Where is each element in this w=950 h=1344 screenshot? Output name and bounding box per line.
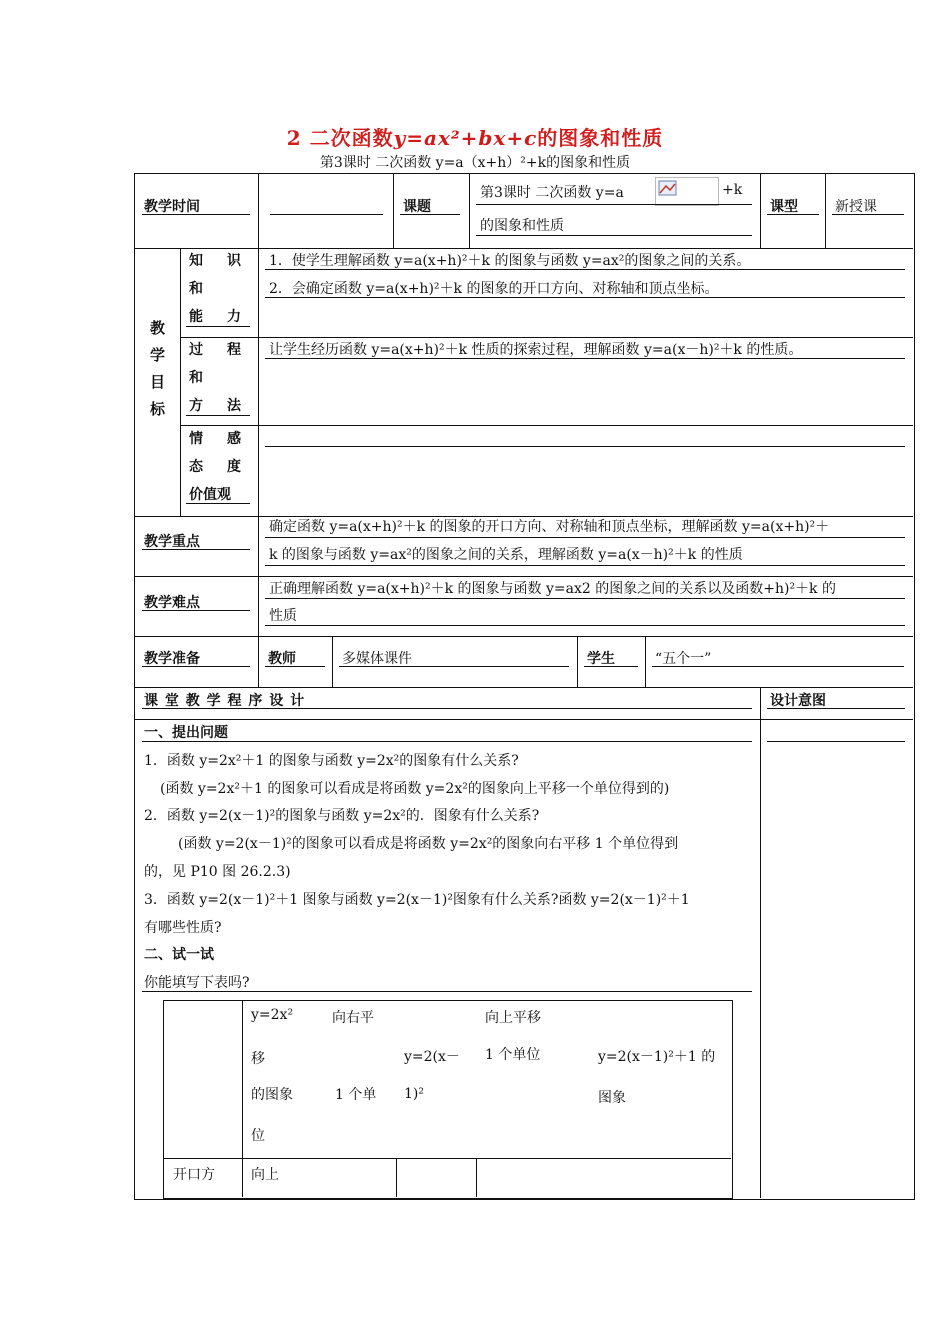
cell-final-func: y=2(x－1)²＋1 的 <box>598 1049 716 1065</box>
procedure-label: 课 堂 教 学 程 序 设 计 <box>144 693 306 709</box>
cell-base-func-c: 的图象 <box>251 1087 293 1103</box>
col-divider <box>393 173 394 248</box>
design-intent-blank <box>767 741 905 742</box>
process-text: 让学生经历函数 y=a(x+h)²＋k 性质的探索过程，理解函数 y=a(x－h)²＋k 的性质。 <box>269 342 803 358</box>
row-divider <box>180 337 913 338</box>
underline <box>400 214 460 215</box>
col-divider <box>242 1000 243 1197</box>
col-divider <box>577 636 578 687</box>
underline <box>142 991 752 992</box>
underline <box>186 415 250 416</box>
row-divider <box>134 687 913 688</box>
transform-table <box>163 1000 733 1199</box>
cell-shift-up: 向上平移 <box>485 1010 541 1026</box>
question-3-line1: 3．函数 y=2(x－1)²＋1 图象与函数 y=2(x－1)²图象有什么关系?函数 y=2(x－1)²＋1 <box>144 892 690 908</box>
student-label: 学生 <box>587 651 615 667</box>
cell-shift-right: 向右平 <box>332 1010 374 1026</box>
teaching-time-blank <box>270 214 383 215</box>
student-value: “五个一” <box>655 651 712 667</box>
col-divider <box>760 687 761 1198</box>
title-formula: y=ax²+bx+c <box>393 126 538 150</box>
underline <box>265 537 905 538</box>
underline <box>186 326 250 327</box>
knowledge-label-3: 能 力 <box>189 309 241 325</box>
col-divider <box>476 1158 477 1197</box>
cell-base-func-b: 移 <box>251 1051 265 1067</box>
col-divider <box>645 636 646 687</box>
col-divider <box>396 1158 397 1197</box>
difficulty-line1: 正确理解函数 y=a(x+h)²＋k 的图象与函数 y=ax2 的图象之间的关系以及函数+h)²＋k 的 <box>269 581 836 597</box>
emotion-blank <box>265 446 905 447</box>
section-2-heading: 二、试一试 <box>144 947 214 963</box>
underline <box>476 204 752 205</box>
underline <box>652 666 904 667</box>
key-points-label: 教学重点 <box>144 534 200 550</box>
prep-label: 教学准备 <box>144 651 200 667</box>
underline <box>265 297 905 298</box>
underline <box>265 625 905 626</box>
title-suffix: 的图象和性质 <box>537 126 664 150</box>
underline <box>832 214 904 215</box>
title-prefix: 2 二次函数 <box>286 126 394 150</box>
col-divider <box>258 516 259 636</box>
underline <box>265 565 905 566</box>
key-points-line2: k 的图象与函数 y=ax²的图象之间的关系，理解函数 y=a(x－h)²＋k 的性质 <box>269 547 743 563</box>
cell-mid-func: y=2(x－ <box>404 1049 460 1065</box>
cell-base-func: y=2x² <box>251 1007 294 1023</box>
col-divider <box>258 248 259 516</box>
row-divider <box>134 636 913 637</box>
answer-2-line1: (函数 y=2(x－1)²的图象可以看成是将函数 y=2x²的图象向右平移 1 个单位得到 <box>178 836 679 852</box>
underline <box>142 610 250 611</box>
try-prompt: 你能填写下表吗? <box>144 975 250 991</box>
underline <box>767 708 905 709</box>
cell-mid-func-b: 1)² <box>404 1086 424 1102</box>
topic-label: 课题 <box>403 199 431 215</box>
cell-final-func-b: 图象 <box>598 1090 626 1106</box>
underline <box>186 503 250 504</box>
formula-image-placeholder <box>655 177 719 206</box>
difficulty-label: 教学难点 <box>144 595 200 611</box>
row-opening-label: 开口方 <box>173 1167 215 1183</box>
underline <box>584 666 638 667</box>
underline <box>265 598 905 599</box>
col-divider <box>332 636 333 687</box>
col-divider <box>258 173 259 248</box>
underline <box>142 741 752 742</box>
broken-image-icon <box>658 180 678 196</box>
key-points-line1: 确定函数 y=a(x+h)²＋k 的图象的开口方向、对称轴和顶点坐标，理解函数 y=a(x+h)²＋ <box>269 519 830 535</box>
question-1: 1．函数 y=2x²＋1 的图象与函数 y=2x²的图象有什么关系? <box>144 753 519 769</box>
col-divider <box>469 173 470 248</box>
process-label-3: 方 法 <box>189 398 241 414</box>
design-intent-label: 设计意图 <box>770 693 826 709</box>
underline <box>265 358 905 359</box>
emotion-label-1: 情 感 <box>189 431 241 447</box>
document-title <box>0 122 950 151</box>
answer-2-line2: 的，见 P10 图 26.2.3) <box>144 864 291 880</box>
col-divider <box>760 173 761 248</box>
underline <box>142 708 752 709</box>
emotion-label-3: 价值观 <box>189 487 231 503</box>
topic-line1-tail: +k <box>722 182 743 198</box>
underline <box>265 666 325 667</box>
underline <box>339 666 569 667</box>
cell-shift-up-b: 1 个单位 <box>485 1047 541 1063</box>
row-divider <box>134 719 913 720</box>
lesson-type-value: 新授课 <box>835 199 877 215</box>
teacher-value: 多媒体课件 <box>342 651 412 667</box>
question-2: 2．函数 y=2(x－1)²的图象与函数 y=2x²的．图象有什么关系? <box>144 808 540 824</box>
answer-1: (函数 y=2x²＋1 的图象可以看成是将函数 y=2x²的图象向上平移一个单位得到的) <box>160 781 670 797</box>
row-divider <box>163 1158 731 1159</box>
cell-shift-right-b: 1 个单 <box>335 1087 377 1103</box>
col-divider <box>180 248 181 516</box>
underline <box>476 235 752 236</box>
topic-line2: 的图象和性质 <box>480 218 564 234</box>
teaching-goals-label: 教学目标 <box>148 320 166 428</box>
question-3-line2: 有哪些性质? <box>144 920 222 936</box>
difficulty-line2: 性质 <box>269 608 297 624</box>
section-1-heading: 一、提出问题 <box>144 725 228 741</box>
knowledge-label-2: 和 <box>189 281 203 297</box>
process-label-1: 过 程 <box>189 342 241 358</box>
lesson-type-label: 课型 <box>770 199 798 215</box>
document-subtitle: 第3课时 二次函数 y=a（x+h）²+k的图象和性质 <box>319 155 631 171</box>
emotion-label-2: 态 度 <box>189 459 241 475</box>
row-divider <box>134 576 913 577</box>
underline <box>142 214 250 215</box>
underline <box>142 666 250 667</box>
row-divider <box>180 425 913 426</box>
col-divider <box>825 173 826 248</box>
row-opening-value: 向上 <box>251 1167 279 1183</box>
underline <box>142 549 250 550</box>
row-divider <box>134 248 913 249</box>
topic-line1: 第3课时 二次函数 y=a <box>480 185 624 201</box>
col-divider <box>258 636 259 687</box>
underline <box>265 269 905 270</box>
teacher-label: 教师 <box>268 651 296 667</box>
knowledge-label-1: 知 识 <box>189 253 241 269</box>
process-label-2: 和 <box>189 370 203 386</box>
knowledge-item-1: 1．使学生理解函数 y=a(x+h)²＋k 的图象与函数 y=ax²的图象之间的关系。 <box>269 253 751 269</box>
underline <box>767 214 819 215</box>
knowledge-item-2: 2．会确定函数 y=a(x+h)²＋k 的图象的开口方向、对称轴和顶点坐标。 <box>269 281 719 297</box>
cell-base-func-d: 位 <box>251 1128 265 1144</box>
teaching-time-label: 教学时间 <box>144 199 200 215</box>
